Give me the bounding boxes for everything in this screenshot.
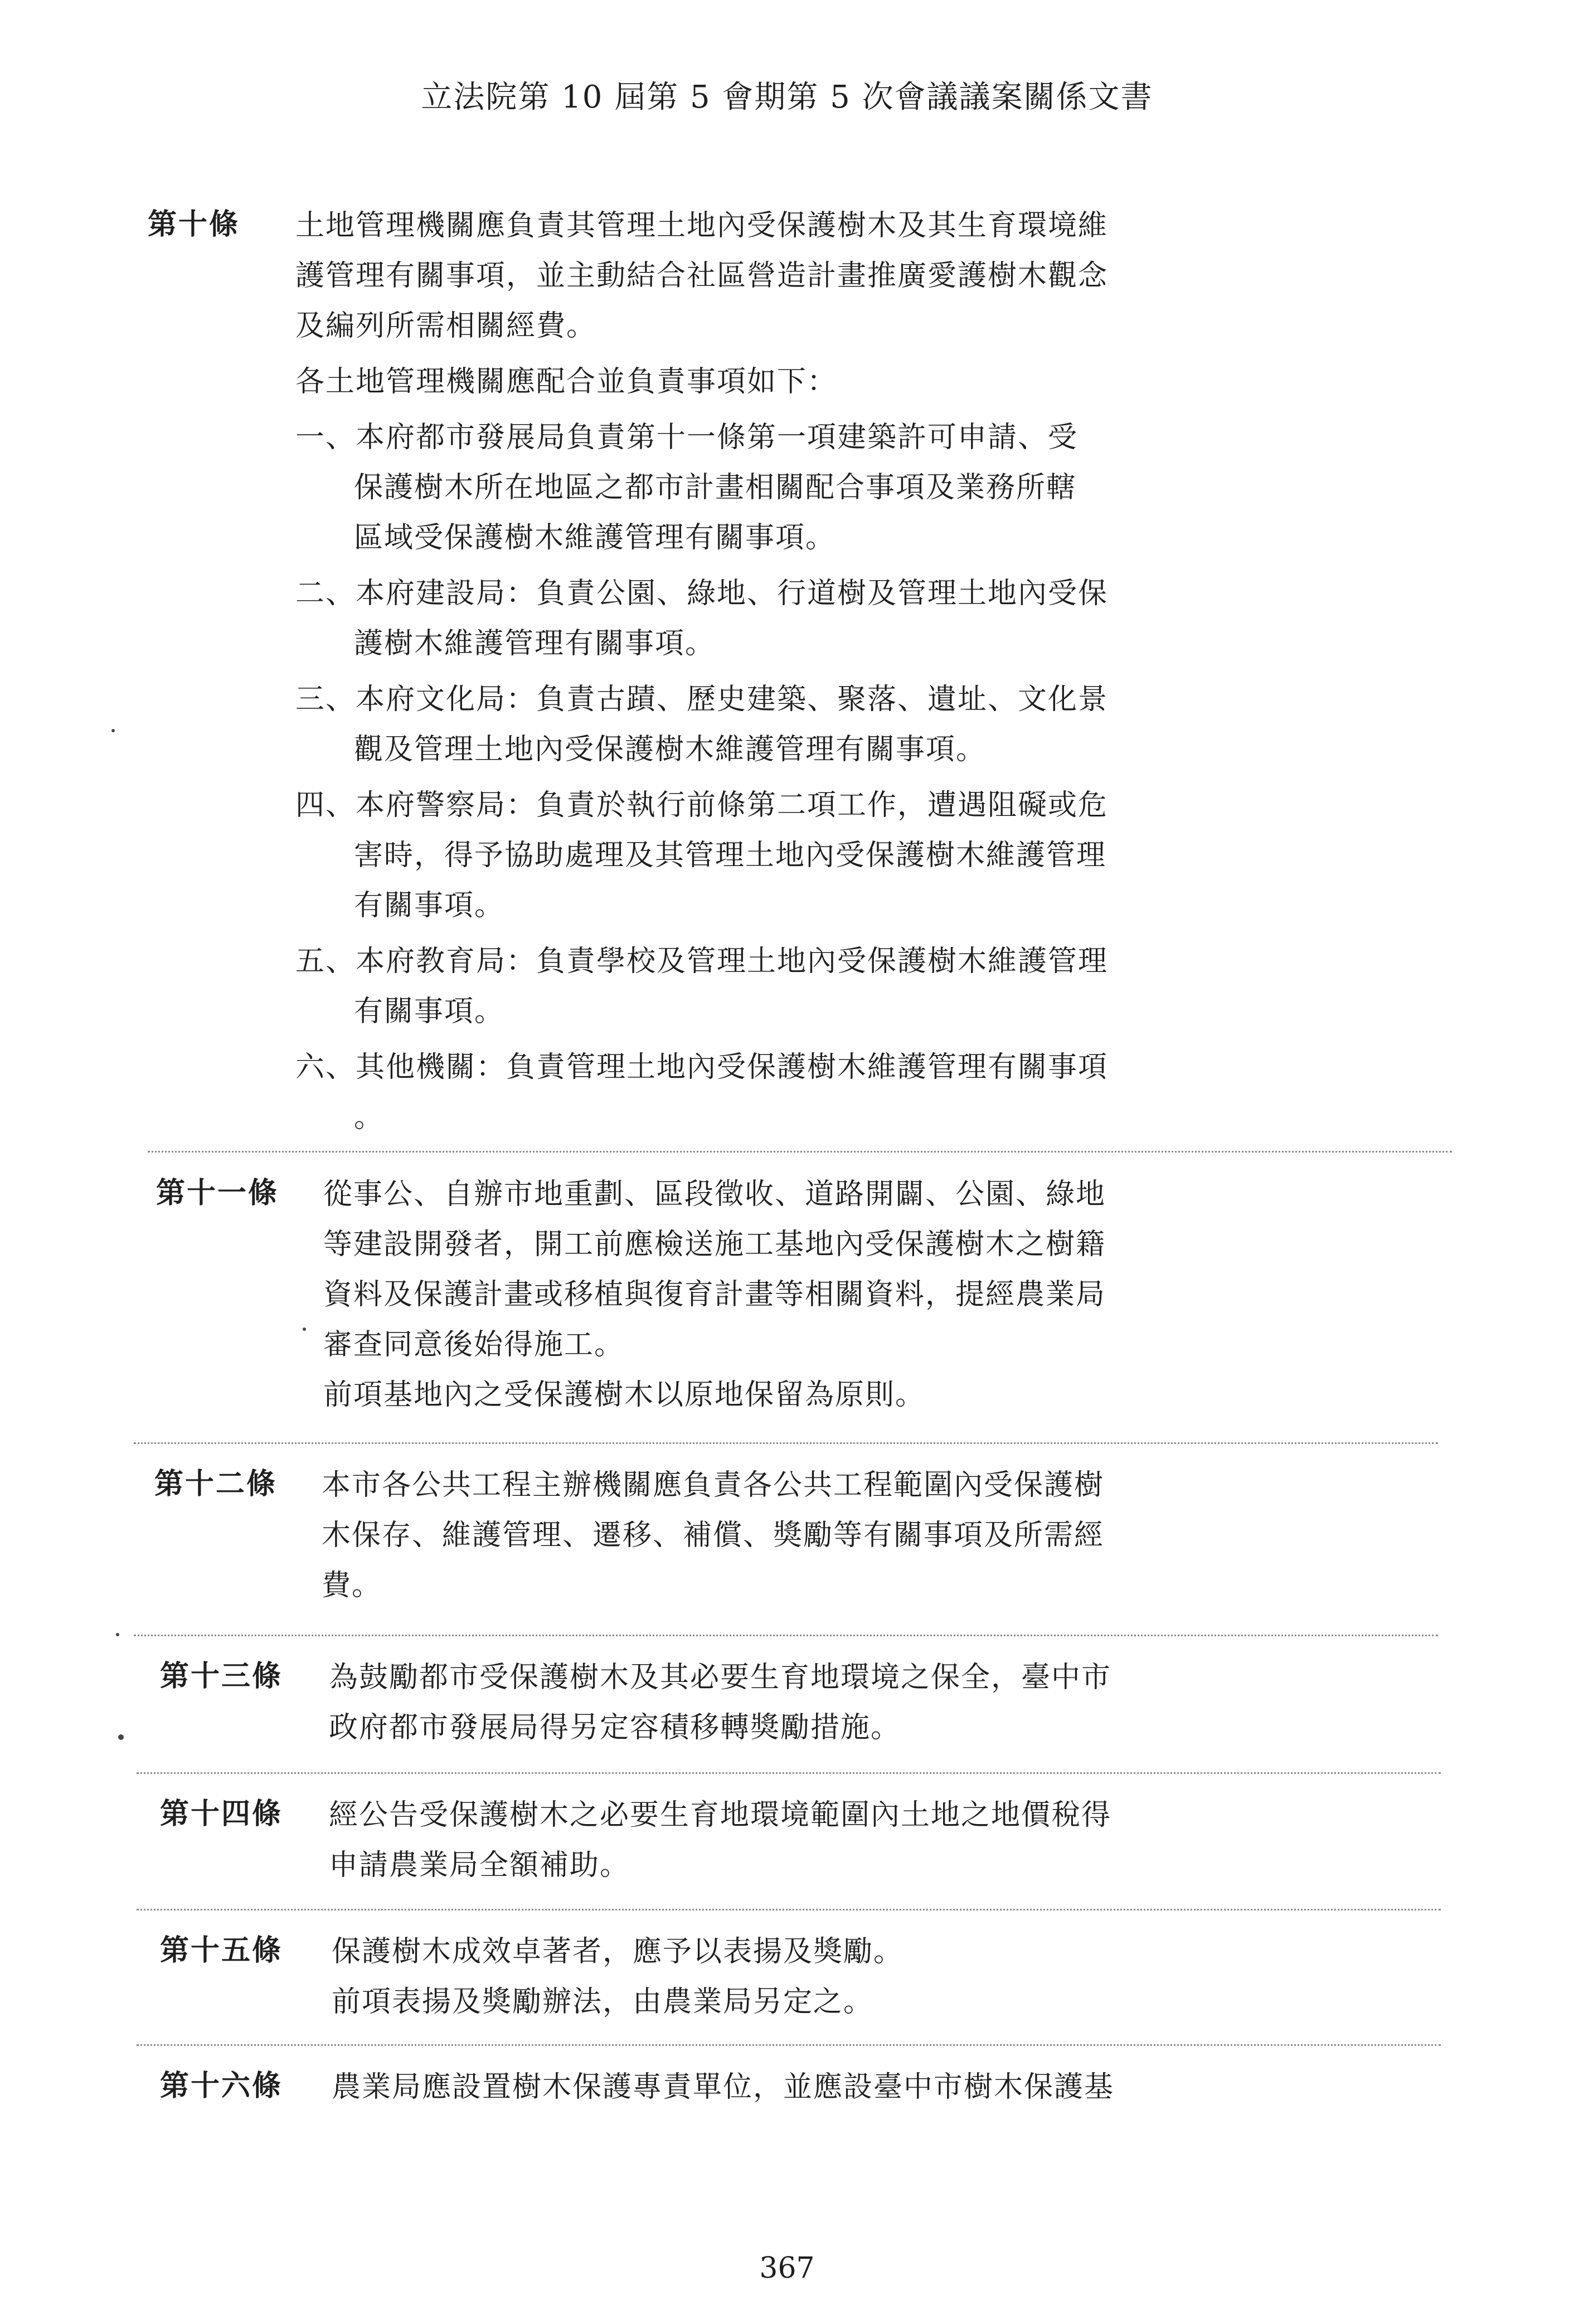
article-label: 第十五條	[160, 1934, 283, 1967]
article-label: 第十一條	[156, 1176, 279, 1210]
article-separator	[137, 1909, 1441, 1910]
article-text-line: 前項基地內之受保護樹木以原地保留為原則。	[323, 1378, 926, 1412]
article-text-line: 護管理有關事項，並主動結合社區營造計畫推廣愛護樹木觀念	[295, 259, 1109, 293]
page-number: 367	[759, 2252, 815, 2285]
article-label: 第十三條	[160, 1660, 283, 1693]
article-text-line: 本市各公共工程主辦機關應負責各公共工程範圍內受保護樹	[322, 1469, 1105, 1502]
article-text-line: 政府都市發展局得另定容積移轉獎勵措施。	[329, 1711, 901, 1744]
article-label: 第十條	[148, 208, 240, 241]
article-text-line: 資料及保護計畫或移植與復育計畫等相關資料，提經農業局	[323, 1278, 1106, 1311]
list-item	[295, 568, 1109, 669]
article-separator	[137, 2044, 1441, 2046]
article-body	[322, 1460, 1105, 1611]
list-item	[295, 1042, 1109, 1142]
list-item-continuation: 。	[354, 1101, 385, 1134]
scan-speck	[118, 1734, 124, 1740]
list-item-continuation: 護樹木維護管理有關事項。	[354, 627, 716, 660]
list-item-head: 三、本府文化局：負責古蹟、歷史建築、聚落、遺址、文化景	[295, 683, 1109, 716]
article-text-line: 保護樹木成效卓著者，應予以表揚及獎勵。	[332, 1935, 904, 1968]
article-body	[295, 201, 1109, 1148]
article-body	[329, 1790, 1112, 1890]
list-item-head: 四、本府警察局：負責於執行前條第二項工作，遭遇阻礙或危	[295, 789, 1109, 822]
article-body	[332, 1927, 1112, 2027]
article-text-line: 從事公、自辦市地重劃、區段徵收、道路開闢、公園、綠地	[323, 1178, 1106, 1211]
list-item	[295, 936, 1109, 1037]
list-item	[295, 412, 1079, 563]
article-text-line: 各土地管理機關應配合並負責事項如下：	[295, 365, 838, 398]
article-text-line: 等建設開發者，開工前應檢送施工基地內受保護樹木之樹籍	[323, 1228, 1106, 1261]
list-item-head: 五、本府教育局：負責學校及管理土地內受保護樹木維護管理	[295, 945, 1109, 978]
scan-speck	[116, 1633, 119, 1636]
list-item	[295, 674, 1109, 775]
article-body	[329, 1652, 1112, 1753]
scan-speck	[303, 1328, 306, 1331]
article-separator	[134, 1442, 1438, 1444]
article-text-line: 木保存、維護管理、遷移、補償、獎勵等有關事項及所需經	[322, 1519, 1105, 1552]
article-body	[332, 2062, 1115, 2112]
article-text-line: 為鼓勵都市受保護樹木及其必要生育地環境之保全，臺中市	[329, 1661, 1112, 1694]
article-label: 第十六條	[160, 2069, 283, 2103]
list-item-continuation: 觀及管理土地內受保護樹木維護管理有關事項。	[354, 733, 987, 766]
list-item-head: 一、本府都市發展局負責第十一條第一項建築許可申請、受	[295, 421, 1079, 454]
list-item-head: 六、其他機關：負責管理土地內受保護樹木維護管理有關事項	[295, 1051, 1109, 1084]
article-body	[323, 1169, 1104, 1420]
article-text-line: 費。	[322, 1569, 382, 1602]
article-separator	[148, 1151, 1452, 1153]
article-text-line: 申請農業局全額補助。	[329, 1849, 630, 1882]
article-text-line: 及編列所需相關經費。	[295, 309, 597, 343]
list-item-head: 二、本府建設局：負責公園、綠地、行道樹及管理土地內受保	[295, 577, 1109, 610]
scan-speck	[111, 729, 115, 732]
list-item-continuation: 害時，得予協助處理及其管理土地內受保護樹木維護管理	[354, 839, 1107, 872]
list-item-continuation: 有關事項。	[354, 995, 505, 1028]
article-label: 第十四條	[160, 1797, 283, 1831]
article-text-line: 農業局應設置樹木保護專責單位，並應設臺中市樹木保護基	[332, 2070, 1115, 2104]
list-item-continuation: 區域受保護樹木維護管理有關事項。	[354, 521, 836, 555]
document-header: 立法院第 10 屆第 5 會期第 5 次會議議案關係文書	[421, 79, 1153, 115]
article-label: 第十二條	[154, 1467, 278, 1501]
article-text-line: 經公告受保護樹木之必要生育地環境範圍內土地之地價稅得	[329, 1798, 1112, 1832]
article-separator	[137, 1772, 1441, 1774]
list-item-continuation: 保護樹木所在地區之都市計畫相關配合事項及業務所轄	[354, 471, 1077, 504]
article-separator	[134, 1635, 1438, 1636]
list-item-continuation: 有關事項。	[354, 889, 505, 922]
article-text-line: 前項表揚及獎勵辦法，由農業局另定之。	[332, 1985, 874, 2019]
list-item	[295, 780, 1109, 931]
article-text-line: 審查同意後始得施工。	[323, 1328, 625, 1362]
article-text-line: 土地管理機關應負責其管理土地內受保護樹木及其生育環境維	[295, 209, 1109, 242]
